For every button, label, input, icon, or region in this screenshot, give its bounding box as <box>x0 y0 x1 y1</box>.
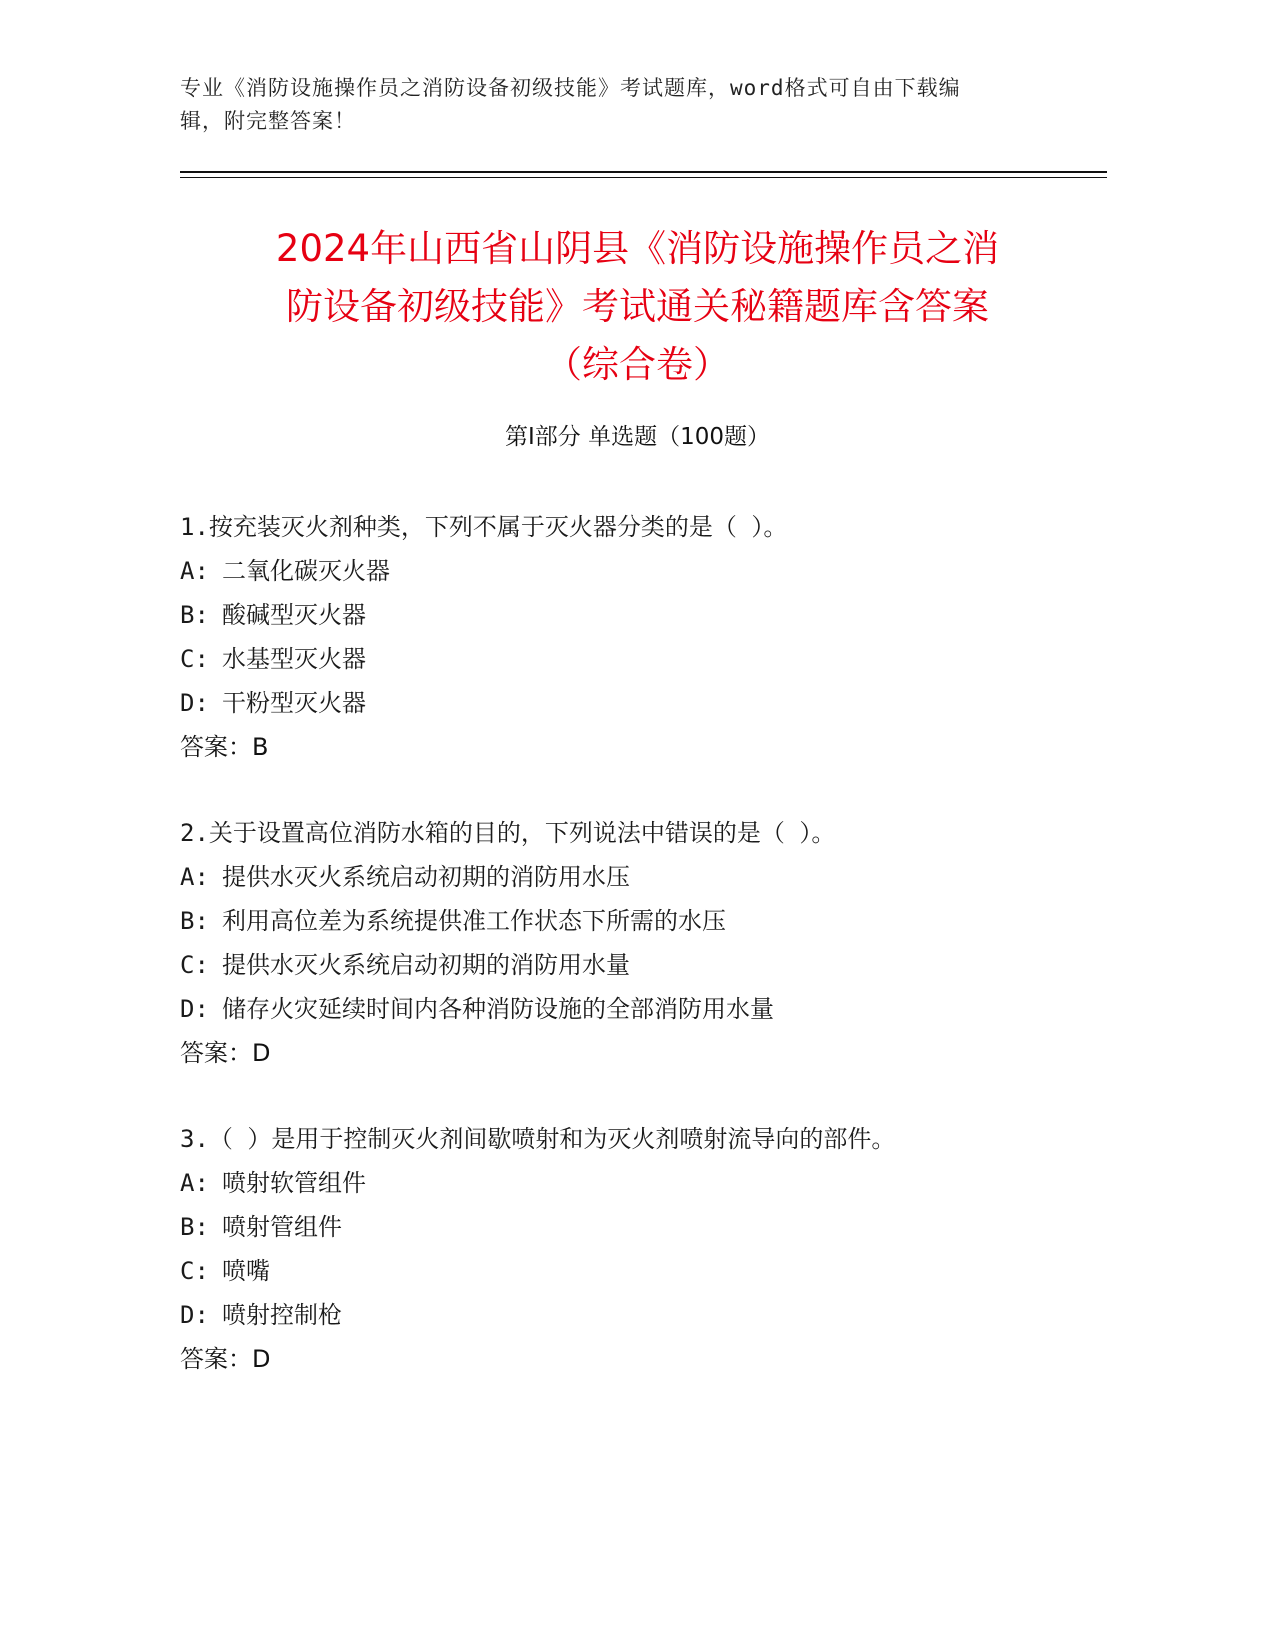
question-stem: 3.（ ）是用于控制灭火剂间歇喷射和为灭火剂喷射流导向的部件。 <box>180 1125 896 1153</box>
option-b <box>180 593 1100 637</box>
option-text: 喷射管组件 <box>222 1213 342 1241</box>
option-a <box>180 855 1100 899</box>
option-text: 利用高位差为系统提供准工作状态下所需的水压 <box>222 907 726 935</box>
option-letter: C: <box>180 1257 209 1285</box>
question-stem: 2.关于设置高位消防水箱的目的，下列说法中错误的是（ ）。 <box>180 819 836 847</box>
option-letter: C: <box>180 951 209 979</box>
header-note <box>180 72 1040 138</box>
option-b <box>180 899 1100 943</box>
header-rule-thin <box>180 177 1107 178</box>
option-letter: C: <box>180 645 209 673</box>
option-d <box>180 1293 1100 1337</box>
option-text: 酸碱型灭火器 <box>222 601 366 629</box>
option-text: 二氧化碳灭火器 <box>222 557 390 585</box>
option-letter: D: <box>180 689 209 717</box>
option-c <box>180 1249 1100 1293</box>
option-letter: D: <box>180 1301 209 1329</box>
option-c <box>180 637 1100 681</box>
option-text: 喷射控制枪 <box>222 1301 342 1329</box>
document-title-line: 防设备初级技能》考试通关秘籍题库含答案 <box>286 285 989 328</box>
option-letter: B: <box>180 907 209 935</box>
option-letter: B: <box>180 1213 209 1241</box>
option-text: 水基型灭火器 <box>222 645 366 673</box>
question-stem: 1.按充装灭火剂种类，下列不属于灭火器分类的是（ ）。 <box>180 513 788 541</box>
answer-line: 答案：B <box>180 733 269 761</box>
option-letter: A: <box>180 863 209 891</box>
document-title-line: 2024年山西省山阴县《消防设施操作员之消 <box>275 227 1000 270</box>
option-text: 喷射软管组件 <box>222 1169 366 1197</box>
header-rule-thick <box>180 171 1107 173</box>
option-b <box>180 1205 1100 1249</box>
option-d <box>180 681 1100 725</box>
question-1 <box>180 505 1100 769</box>
option-c <box>180 943 1100 987</box>
option-text: 储存火灾延续时间内各种消防设施的全部消防用水量 <box>222 995 774 1023</box>
option-letter: A: <box>180 1169 209 1197</box>
option-text: 喷嘴 <box>222 1257 270 1285</box>
document-title <box>160 220 1115 394</box>
header-note-line: 专业《消防设施操作员之消防设备初级技能》考试题库，word格式可自由下载编 <box>180 76 961 100</box>
option-letter: D: <box>180 995 209 1023</box>
option-text: 干粉型灭火器 <box>222 689 366 717</box>
section-heading: 第Ⅰ部分 单选题（100题） <box>505 424 770 450</box>
option-text: 提供水灭火系统启动初期的消防用水量 <box>222 951 630 979</box>
option-letter: A: <box>180 557 209 585</box>
answer-line: 答案：D <box>180 1345 271 1373</box>
option-d <box>180 987 1100 1031</box>
option-letter: B: <box>180 601 209 629</box>
document-title-line: （综合卷） <box>545 343 730 386</box>
question-2 <box>180 811 1100 1075</box>
option-a <box>180 549 1100 593</box>
option-a <box>180 1161 1100 1205</box>
question-3 <box>180 1117 1100 1381</box>
answer-line: 答案：D <box>180 1039 271 1067</box>
option-text: 提供水灭火系统启动初期的消防用水压 <box>222 863 630 891</box>
header-note-line: 辑，附完整答案！ <box>180 109 356 133</box>
